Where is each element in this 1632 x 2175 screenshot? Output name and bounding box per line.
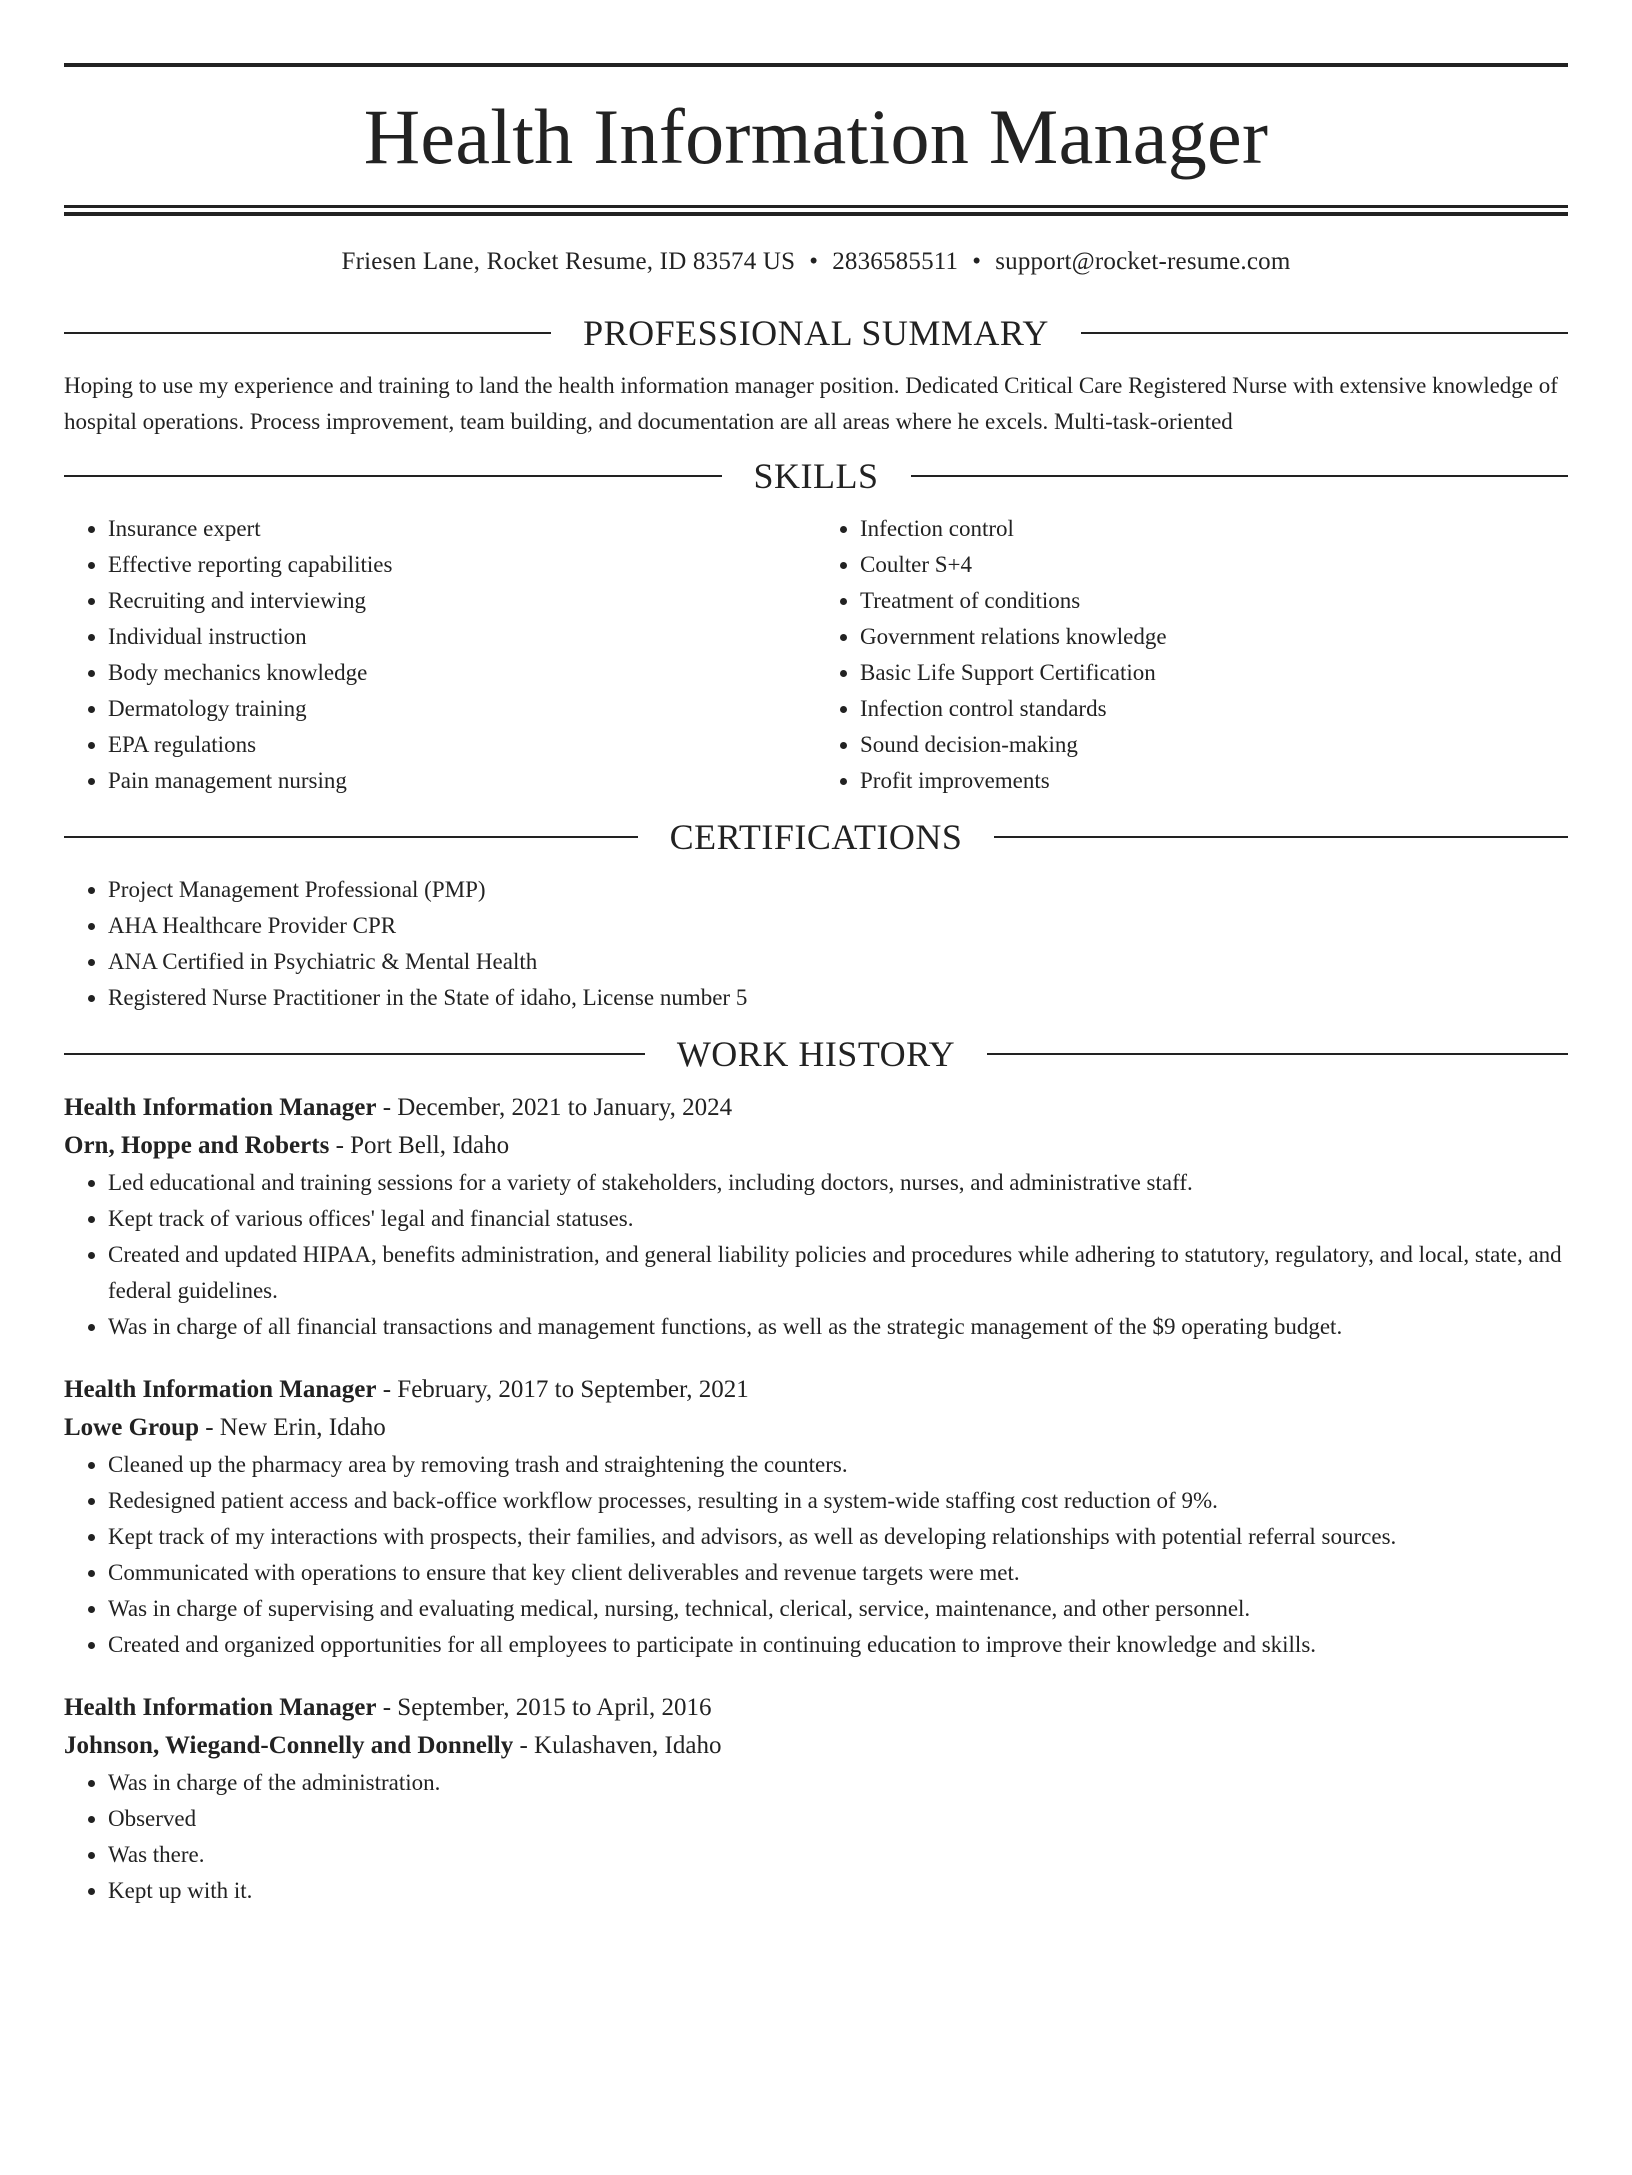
skills-column-left (64, 511, 816, 799)
skills-list (64, 511, 1568, 799)
section-title-summary: PROFESSIONAL SUMMARY (583, 313, 1049, 353)
certification-item: • Registered Nurse Practitioner in the State of idaho, License number 5 (108, 980, 1568, 1016)
skill-item: • Infection control standards (860, 691, 1568, 727)
job-duty-item: • Kept track of my interactions with prospects, their families, and advisors, as well as developing relationships with potential referral sources. (108, 1519, 1568, 1555)
job-title-line (64, 1371, 1568, 1409)
resume-page (0, 63, 1632, 2175)
summary-text: Hoping to use my experience and training to land the health information manager position. Dedicated Critical Care Registered Nurse with extensive knowledge of hospital operations. Process improvement, team building, and documentation are all areas where he excels. Multi-task-oriented (64, 373, 1558, 434)
job-company: Johnson, Wiegand-Connelly and Donnelly (64, 1732, 514, 1759)
job-company-line (64, 1727, 1568, 1765)
section-title-certifications: CERTIFICATIONS (669, 817, 963, 857)
contact-line (64, 246, 1568, 278)
job-duties-list (64, 1447, 1568, 1663)
certification-item: • Project Management Professional (PMP) (108, 872, 1568, 908)
job-dates: - December, 2021 to January, 2024 (376, 1094, 733, 1121)
job-duty-item: • Was in charge of all financial transactions and management functions, as well as the strategic management of the $9 operating budget. (108, 1309, 1568, 1345)
job-duty-item: • Was in charge of the administration. (108, 1765, 1568, 1801)
contact-separator: • (809, 248, 819, 275)
skill-item: • Treatment of conditions (860, 583, 1568, 619)
job-company: Orn, Hoppe and Roberts (64, 1132, 330, 1159)
heading-rule-right (987, 1053, 1568, 1055)
job-title-line (64, 1689, 1568, 1727)
skill-item: • Coulter S+4 (860, 547, 1568, 583)
title-double-rule (64, 205, 1568, 216)
job-location: - Port Bell, Idaho (329, 1132, 510, 1159)
job-dates: - February, 2017 to September, 2021 (376, 1376, 749, 1403)
skills-right-list (816, 511, 1568, 799)
section-title-work-history: WORK HISTORY (676, 1034, 956, 1074)
heading-rule-left (64, 1053, 645, 1055)
job-duty-item: • Kept up with it. (108, 1873, 1568, 1909)
job-entry (64, 1689, 1568, 1909)
job-duties-list (64, 1765, 1568, 1909)
job-location: - New Erin, Idaho (198, 1414, 386, 1441)
certification-item: • AHA Healthcare Provider CPR (108, 908, 1568, 944)
job-duty-item: • Communicated with operations to ensure that key client deliverables and revenue targets were met. (108, 1555, 1568, 1591)
job-dates: - September, 2015 to April, 2016 (376, 1694, 712, 1721)
skill-item: • Sound decision-making (860, 727, 1568, 763)
skills-left-list (64, 511, 816, 799)
job-duty-item: • Redesigned patient access and back-office workflow processes, resulting in a system-wide staffing cost reduction of 9%. (108, 1483, 1568, 1519)
job-company: Lowe Group (64, 1414, 199, 1441)
job-duty-item: • Was there. (108, 1837, 1568, 1873)
section-title-skills: SKILLS (753, 456, 879, 496)
skill-item: • Infection control (860, 511, 1568, 547)
section-heading-certifications (64, 813, 1568, 861)
section-heading-work-history (64, 1030, 1568, 1078)
contact-phone: 2836585511 (832, 248, 959, 275)
heading-rule-left (64, 332, 551, 334)
skill-item: • Pain management nursing (108, 763, 816, 799)
contact-address: Friesen Lane, Rocket Resume, ID 83574 US (341, 248, 796, 275)
certification-item: • ANA Certified in Psychiatric & Mental Health (108, 944, 1568, 980)
job-duty-item: • Observed (108, 1801, 1568, 1837)
skill-item: • Basic Life Support Certification (860, 655, 1568, 691)
contact-email[interactable]: support@rocket-resume.com (995, 248, 1291, 275)
job-title: Health Information Manager (64, 1094, 377, 1121)
job-duty-item: • Created and updated HIPAA, benefits administration, and general liability policies and procedures while adhering to statutory, regulatory, and local, state, and federal guidelines. (108, 1237, 1568, 1309)
job-location: - Kulashaven, Idaho (513, 1732, 722, 1759)
job-duty-item: • Kept track of various offices' legal and financial statuses. (108, 1201, 1568, 1237)
heading-rule-left (64, 475, 722, 477)
job-title: Health Information Manager (64, 1694, 377, 1721)
skill-item: • Insurance expert (108, 511, 816, 547)
heading-rule-right (1081, 332, 1568, 334)
skill-item: • Individual instruction (108, 619, 816, 655)
job-title: Health Information Manager (64, 1376, 377, 1403)
section-heading-summary (64, 309, 1568, 357)
skill-item: • Effective reporting capabilities (108, 547, 816, 583)
work-history-list (64, 1089, 1568, 1909)
skill-item: • EPA regulations (108, 727, 816, 763)
heading-rule-right (994, 836, 1568, 838)
skill-item: • Government relations knowledge (860, 619, 1568, 655)
skill-item: • Recruiting and interviewing (108, 583, 816, 619)
heading-rule-right (911, 475, 1569, 477)
job-duties-list (64, 1165, 1568, 1345)
job-duty-item: • Cleaned up the pharmacy area by removing trash and straightening the counters. (108, 1447, 1568, 1483)
skill-item: • Profit improvements (860, 763, 1568, 799)
skill-item: • Body mechanics knowledge (108, 655, 816, 691)
page-title: Health Information Manager (363, 93, 1269, 180)
skills-column-right (816, 511, 1568, 799)
contact-separator: • (972, 248, 982, 275)
job-company-line (64, 1409, 1568, 1447)
section-heading-skills (64, 452, 1568, 500)
job-company-line (64, 1127, 1568, 1165)
job-title-line (64, 1089, 1568, 1127)
job-duty-item: • Was in charge of supervising and evaluating medical, nursing, technical, clerical, service, maintenance, and other personnel. (108, 1591, 1568, 1627)
job-entry (64, 1371, 1568, 1663)
job-entry (64, 1089, 1568, 1345)
job-duty-item: • Created and organized opportunities for all employees to participate in continuing education to improve their knowledge and skills. (108, 1627, 1568, 1663)
job-duty-item: • Led educational and training sessions for a variety of stakeholders, including doctors, nurses, and administrative staff. (108, 1165, 1568, 1201)
skill-item: • Dermatology training (108, 691, 816, 727)
certifications-list (64, 872, 1568, 1016)
heading-rule-left (64, 836, 638, 838)
